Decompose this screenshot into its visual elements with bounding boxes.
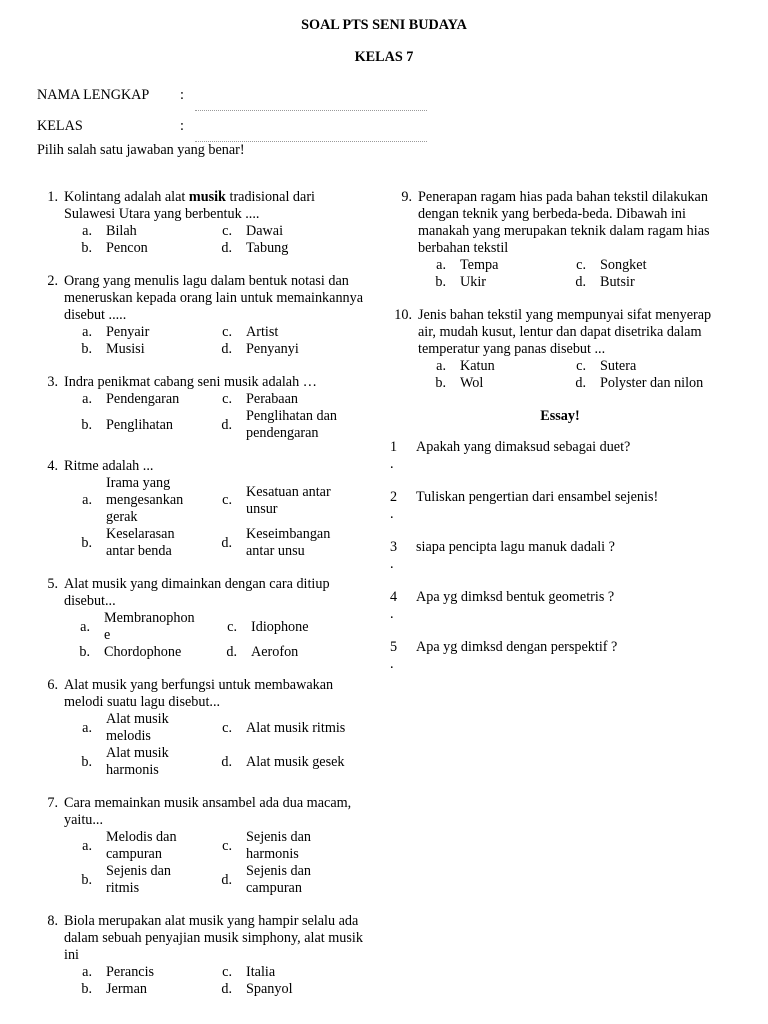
option-a[interactable]: Membranophon e xyxy=(104,610,195,643)
page-title: SOAL PTS SENI BUDAYA xyxy=(301,17,467,33)
question-9: 9. Penerapan ragam hias pada bahan tekstil dilakukan dengan teknik yang berbeda-beda. Dibawah ini manakah yang merupakan teknik dalam ragam hias berbahan tekstil a. Tempa c. Songket b. Ukir d. Butsir xyxy=(390,189,730,291)
option-a[interactable]: Tempa xyxy=(460,257,499,273)
option-c[interactable]: Perabaan xyxy=(246,391,298,407)
option-d[interactable]: Butsir xyxy=(600,274,635,290)
essay-item-5: 5 . Apa yg dimksd dengan perspektif ? xyxy=(390,639,618,672)
question-1: 1. Kolintang adalah alat musik tradisional dari Sulawesi Utara yang berbentuk .... a. Bilah c. Dawai b. Pencon d. Tabung xyxy=(36,189,366,257)
instruction-text: Pilih salah satu jawaban yang benar! xyxy=(37,142,245,158)
option-c[interactable]: Sejenis dan harmonis xyxy=(246,829,312,862)
option-a[interactable]: Pendengaran xyxy=(106,391,180,407)
option-a[interactable]: Alat musik melodis xyxy=(106,711,169,744)
options-table: a. Penyair c. Artist b. Musisi d. Penyanyi xyxy=(36,324,366,358)
option-a[interactable]: Melodis dan campuran xyxy=(106,829,177,862)
options-table: a. Membranophon e c. Idiophone b. Chordophone d. Aerofon xyxy=(36,610,366,661)
option-d[interactable]: Keseimbangan antar unsu xyxy=(246,526,331,559)
essay-item-2: 2 . Tuliskan pengertian dari ensambel sejenis! xyxy=(390,489,659,522)
option-d[interactable]: Polyster dan nilon xyxy=(600,375,704,391)
options-table: a. Bilah c. Dawai b. Pencon d. Tabung xyxy=(36,223,366,257)
essay-heading: Essay! xyxy=(540,408,580,424)
options-table: a. Irama yang mengesankan gerak c. Kesatuan antar unsur b. Keselarasan antar benda d. Keseimbangan antar unsu xyxy=(36,475,366,560)
option-b[interactable]: Jerman xyxy=(106,981,147,997)
option-d[interactable]: Penyanyi xyxy=(246,341,299,357)
question-6: 6. Alat musik yang berfungsi untuk membawakan melodi suatu lagu disebut... a. Alat musik melodis c. Alat musik ritmis b. Alat musik harmonis d. Alat musik gesek xyxy=(36,677,366,779)
class-colon: : xyxy=(180,118,184,134)
option-b[interactable]: Pencon xyxy=(106,240,148,256)
options-table: a. Perancis c. Italia b. Jerman d. Spanyol xyxy=(36,964,366,998)
option-c[interactable]: Idiophone xyxy=(251,618,309,635)
option-b[interactable]: Alat musik harmonis xyxy=(106,745,169,778)
option-a[interactable]: Katun xyxy=(460,358,495,374)
option-a[interactable]: Irama yang mengesankan gerak xyxy=(106,475,184,525)
question-8: 8. Biola merupakan alat musik yang hampir selalu ada dalam sebuah penyajian musik simphony, alat musik ini a. Perancis c. Italia b. Jerman d. Spanyol xyxy=(36,913,366,998)
options-table: a. Melodis dan campuran c. Sejenis dan harmonis b. Sejenis dan ritmis d. Sejenis dan campuran xyxy=(36,829,366,897)
question-2: 2. Orang yang menulis lagu dalam bentuk notasi dan meneruskan kepada orang lain untuk memainkannya disebut ..... a. Penyair c. Artist b. Musisi d. Penyanyi xyxy=(36,273,366,358)
option-b[interactable]: Ukir xyxy=(460,274,487,290)
essay-item-4: 4 . Apa yg dimksd bentuk geometris ? xyxy=(390,589,615,622)
option-b[interactable]: Musisi xyxy=(106,341,145,357)
option-c[interactable]: Sutera xyxy=(600,358,637,374)
option-c[interactable]: Italia xyxy=(246,964,276,980)
options-table: a. Tempa c. Songket b. Ukir d. Butsir xyxy=(390,257,730,291)
question-5: 5. Alat musik yang dimainkan dengan cara ditiup disebut... a. Membranophon e c. Idiophone b. Chordophone d. Aerofon xyxy=(36,576,366,661)
essay-item-1: 1 . Apakah yang dimaksud sebagai duet? xyxy=(390,439,631,472)
question-3: 3. Indra penikmat cabang seni musik adalah … a. Pendengaran c. Perabaan b. Penglihatan d. Penglihatan dan pendengaran xyxy=(36,374,366,442)
option-d[interactable]: Sejenis dan campuran xyxy=(246,863,312,896)
option-a[interactable]: Perancis xyxy=(106,964,155,980)
option-d[interactable]: Alat musik gesek xyxy=(246,753,345,770)
right-column xyxy=(390,189,730,689)
essay-list xyxy=(390,439,730,689)
options-table: a. Katun c. Sutera b. Wol d. Polyster dan nilon xyxy=(390,358,730,392)
options-table: a. Alat musik melodis c. Alat musik ritmis b. Alat musik harmonis d. Alat musik gesek xyxy=(36,711,366,779)
question-4: 4. Ritme adalah ... a. Irama yang mengesankan gerak c. Kesatuan antar unsur b. Keselarasan antar benda d. Keseimbangan antar unsu xyxy=(36,458,366,560)
option-b[interactable]: Wol xyxy=(460,375,484,391)
option-d[interactable]: Spanyol xyxy=(246,981,293,997)
option-d[interactable]: Tabung xyxy=(246,240,289,256)
name-label: NAMA LENGKAP xyxy=(37,87,150,103)
option-c[interactable]: Alat musik ritmis xyxy=(246,719,346,736)
options-table: a. Pendengaran c. Perabaan b. Penglihatan d. Penglihatan dan pendengaran xyxy=(36,391,366,442)
option-a[interactable]: Bilah xyxy=(106,223,137,239)
name-blank-line[interactable] xyxy=(195,110,427,111)
question-7: 7. Cara memainkan musik ansambel ada dua macam, yaitu... a. Melodis dan campuran c. Sejenis dan harmonis b. Sejenis dan ritmis d. Sejenis dan campuran xyxy=(36,795,366,897)
option-b[interactable]: Chordophone xyxy=(104,644,182,660)
option-a[interactable]: Penyair xyxy=(106,324,150,340)
option-b[interactable]: Penglihatan xyxy=(106,416,173,433)
option-c[interactable]: Artist xyxy=(246,324,279,340)
option-c[interactable]: Kesatuan antar unsur xyxy=(246,483,331,517)
option-c[interactable]: Dawai xyxy=(246,223,284,239)
name-colon: : xyxy=(180,87,184,103)
option-b[interactable]: Sejenis dan ritmis xyxy=(106,863,172,896)
question-10: 10. Jenis bahan tekstil yang mempunyai sifat menyerap air, mudah kusut, lentur dan dapat disetrika dalam temperatur yang panas disebut ... a. Katun c. Sutera b. Wol d. Polyster dan nilon xyxy=(390,307,730,392)
class-label: KELAS xyxy=(37,118,83,134)
class-level-heading: KELAS 7 xyxy=(354,49,414,65)
option-d[interactable]: Penglihatan dan pendengaran xyxy=(246,408,338,441)
essay-item-3: 3 . siapa pencipta lagu manuk dadali ? xyxy=(390,539,615,572)
option-d[interactable]: Aerofon xyxy=(251,644,299,660)
left-column xyxy=(36,189,366,1014)
option-b[interactable]: Keselarasan antar benda xyxy=(106,526,175,559)
option-c[interactable]: Songket xyxy=(600,257,647,273)
